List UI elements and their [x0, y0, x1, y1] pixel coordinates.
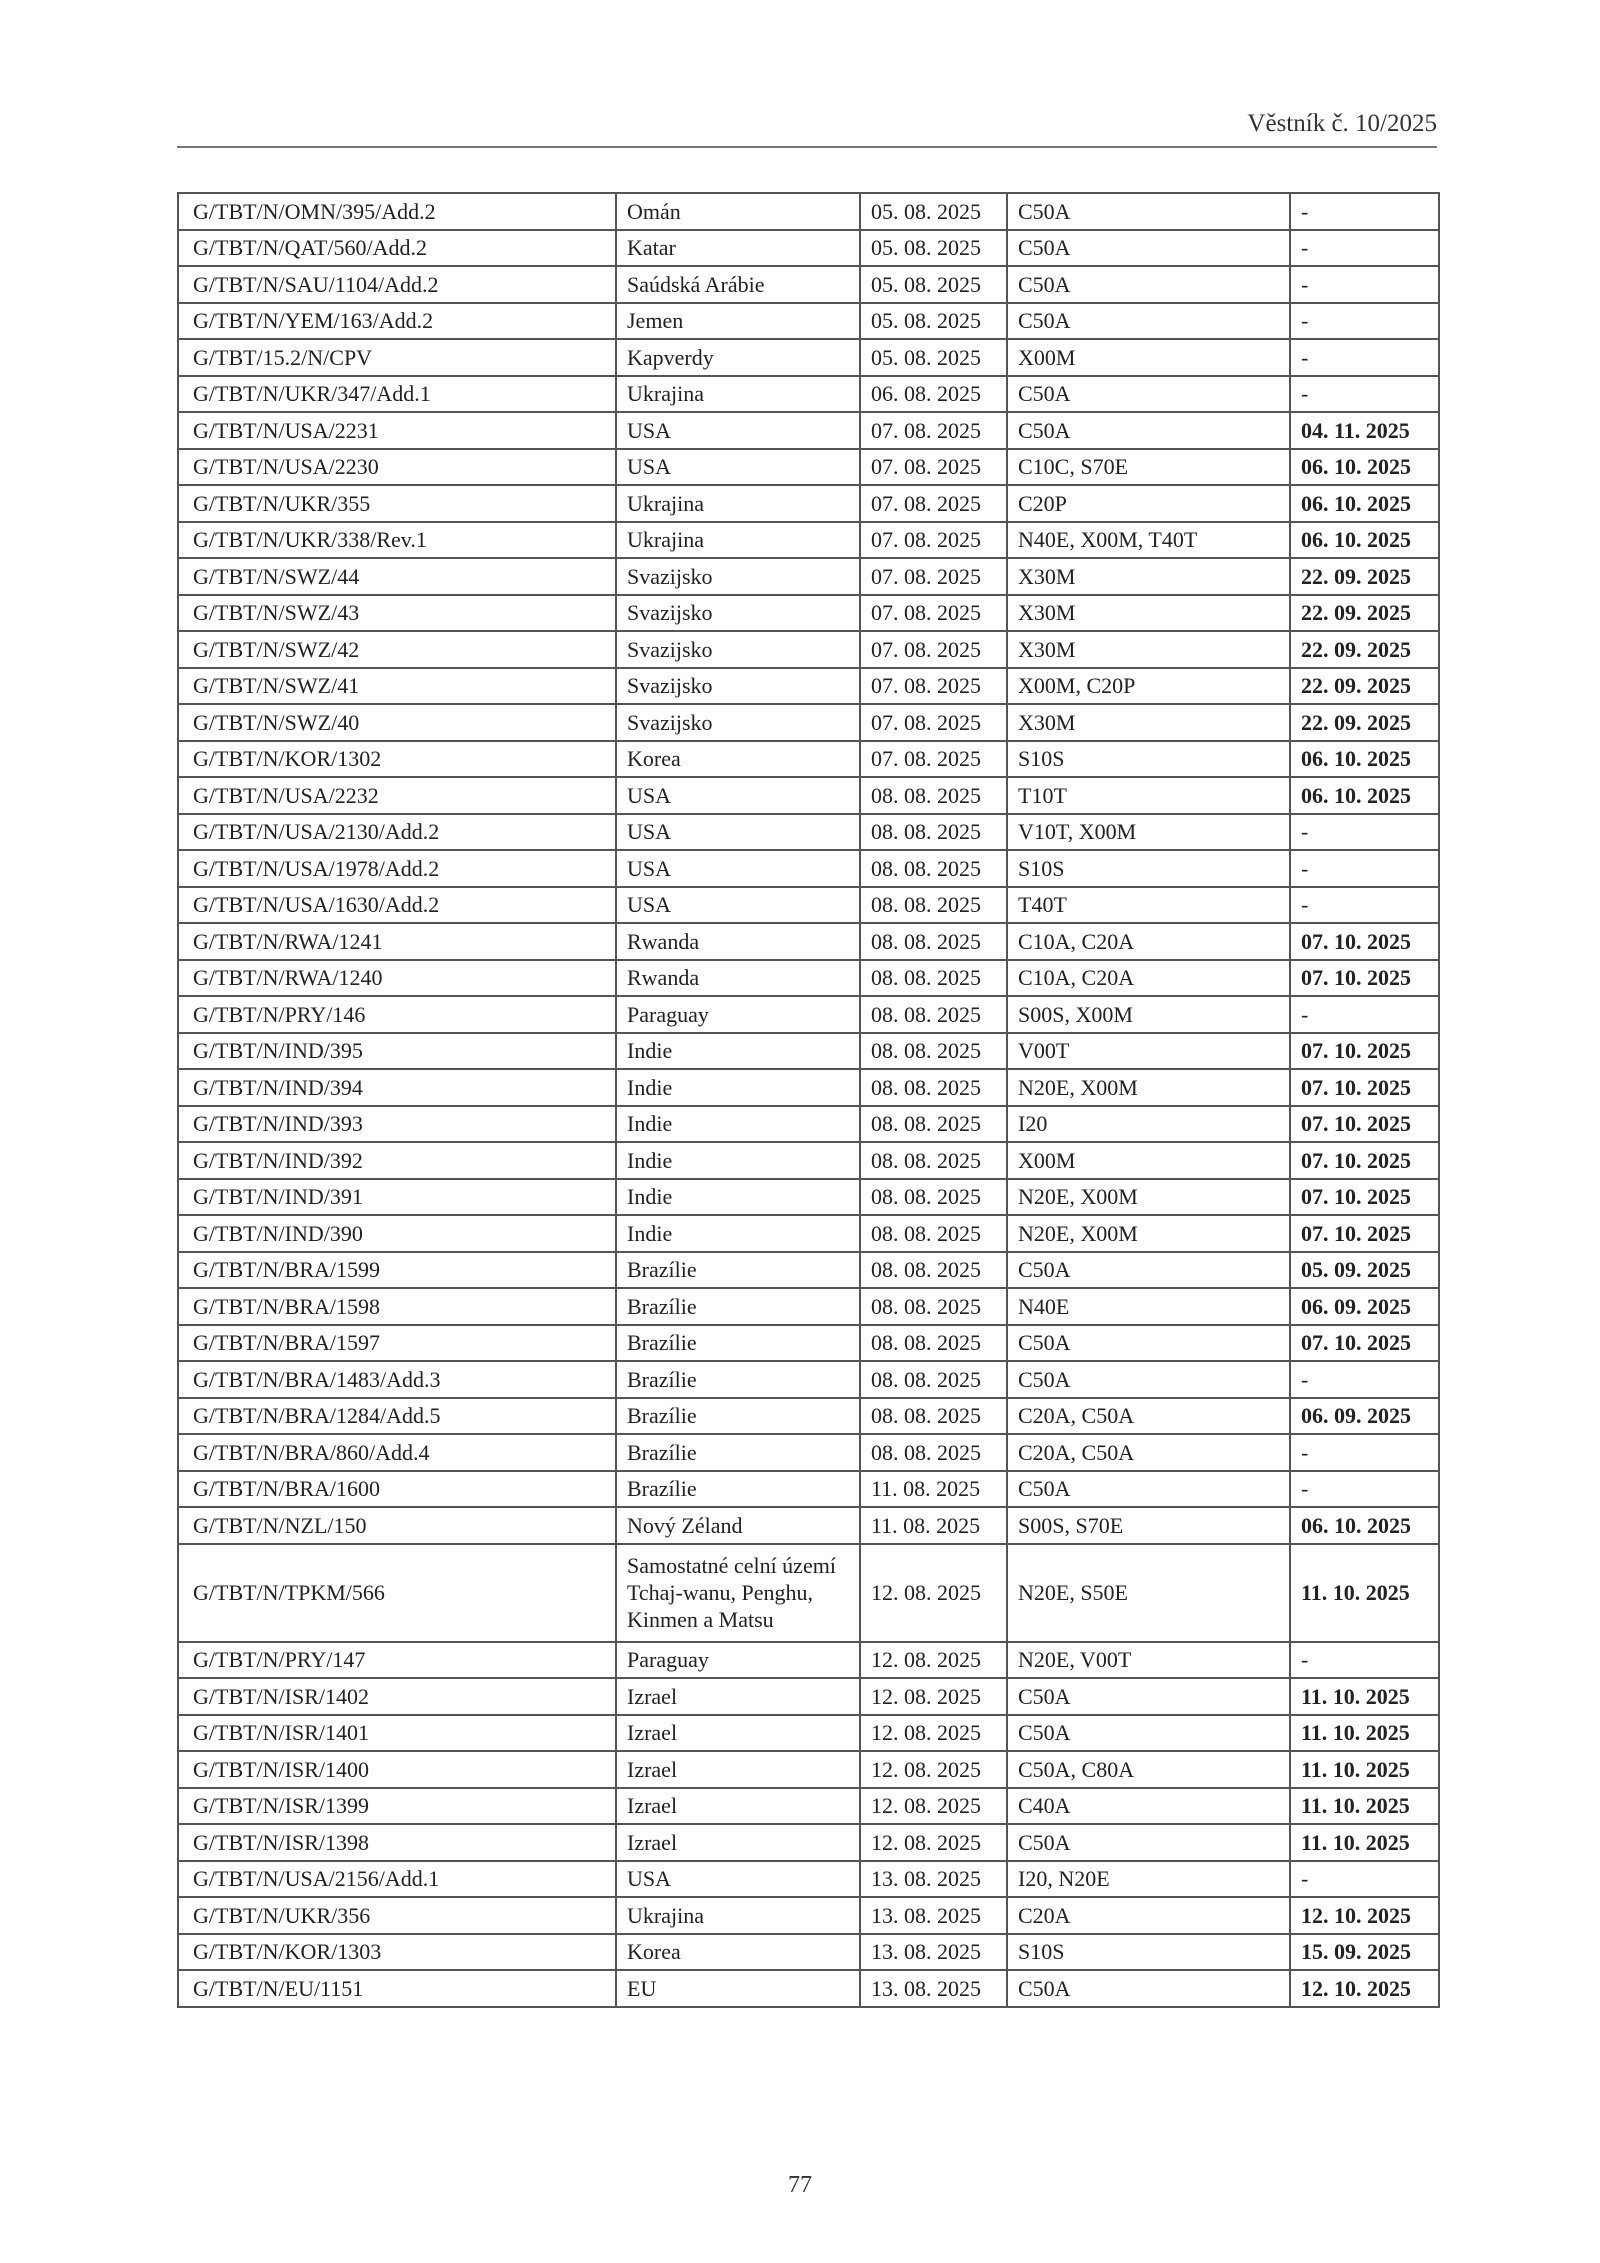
member-country-cell: Izrael: [616, 1788, 860, 1825]
comment-deadline-cell: 11. 10. 2025: [1290, 1824, 1439, 1861]
member-country-cell: Paraguay: [616, 996, 860, 1033]
notification-symbol-cell: G/TBT/N/ISR/1401: [178, 1715, 616, 1752]
table-row: [178, 1288, 1439, 1325]
table-row: [178, 1142, 1439, 1179]
table-row: [178, 522, 1439, 559]
notification-date-cell: 08. 08. 2025: [860, 1106, 1007, 1143]
comment-deadline-cell: -: [1290, 193, 1439, 230]
notification-date-cell: 07. 08. 2025: [860, 631, 1007, 668]
ics-codes-cell: C20P: [1007, 485, 1290, 522]
ics-codes-cell: X30M: [1007, 704, 1290, 741]
notification-symbol-cell: G/TBT/N/IND/390: [178, 1215, 616, 1252]
table-row: [178, 960, 1439, 997]
comment-deadline-cell: 07. 10. 2025: [1290, 1179, 1439, 1216]
comment-deadline-cell: -: [1290, 1471, 1439, 1508]
ics-codes-cell: N40E: [1007, 1288, 1290, 1325]
comment-deadline-cell: 07. 10. 2025: [1290, 1215, 1439, 1252]
table-row: [178, 1325, 1439, 1362]
notification-date-cell: 12. 08. 2025: [860, 1751, 1007, 1788]
comment-deadline-cell: -: [1290, 996, 1439, 1033]
member-country-cell: Ukrajina: [616, 522, 860, 559]
notification-symbol-cell: G/TBT/N/YEM/163/Add.2: [178, 303, 616, 340]
table-row: [178, 230, 1439, 267]
table-row: [178, 376, 1439, 413]
table-row: [178, 631, 1439, 668]
notification-date-cell: 08. 08. 2025: [860, 1361, 1007, 1398]
ics-codes-cell: C10C, S70E: [1007, 449, 1290, 486]
ics-codes-cell: S10S: [1007, 850, 1290, 887]
notification-date-cell: 07. 08. 2025: [860, 449, 1007, 486]
comment-deadline-cell: 06. 09. 2025: [1290, 1288, 1439, 1325]
table-row: [178, 1033, 1439, 1070]
ics-codes-cell: C10A, C20A: [1007, 923, 1290, 960]
notification-date-cell: 05. 08. 2025: [860, 339, 1007, 376]
notification-date-cell: 08. 08. 2025: [860, 1325, 1007, 1362]
ics-codes-cell: X30M: [1007, 631, 1290, 668]
notification-date-cell: 05. 08. 2025: [860, 303, 1007, 340]
ics-codes-cell: V00T: [1007, 1033, 1290, 1070]
member-country-cell: Nový Zéland: [616, 1507, 860, 1544]
comment-deadline-cell: 11. 10. 2025: [1290, 1715, 1439, 1752]
table-row: [178, 1106, 1439, 1143]
ics-codes-cell: C20A, C50A: [1007, 1434, 1290, 1471]
notification-symbol-cell: G/TBT/N/SWZ/43: [178, 595, 616, 632]
member-country-cell: USA: [616, 777, 860, 814]
member-country-cell: Brazílie: [616, 1471, 860, 1508]
comment-deadline-cell: 22. 09. 2025: [1290, 704, 1439, 741]
ics-codes-cell: S10S: [1007, 1934, 1290, 1971]
ics-codes-cell: N20E, X00M: [1007, 1069, 1290, 1106]
notification-date-cell: 08. 08. 2025: [860, 1434, 1007, 1471]
table-row: [178, 1471, 1439, 1508]
notification-symbol-cell: G/TBT/N/BRA/1483/Add.3: [178, 1361, 616, 1398]
table-row: [178, 1434, 1439, 1471]
member-country-cell: Rwanda: [616, 960, 860, 997]
notification-symbol-cell: G/TBT/N/BRA/1597: [178, 1325, 616, 1362]
notification-date-cell: 08. 08. 2025: [860, 887, 1007, 924]
notification-date-cell: 08. 08. 2025: [860, 777, 1007, 814]
notification-date-cell: 06. 08. 2025: [860, 376, 1007, 413]
table-row: [178, 1069, 1439, 1106]
comment-deadline-cell: -: [1290, 850, 1439, 887]
member-country-cell: Rwanda: [616, 923, 860, 960]
notification-symbol-cell: G/TBT/N/BRA/1598: [178, 1288, 616, 1325]
table-row: [178, 1861, 1439, 1898]
member-country-cell: Katar: [616, 230, 860, 267]
member-country-cell: Jemen: [616, 303, 860, 340]
notification-symbol-cell: G/TBT/N/EU/1151: [178, 1970, 616, 2007]
notification-symbol-cell: G/TBT/N/ISR/1399: [178, 1788, 616, 1825]
table-row: [178, 704, 1439, 741]
comment-deadline-cell: 07. 10. 2025: [1290, 1142, 1439, 1179]
notification-symbol-cell: G/TBT/N/ISR/1398: [178, 1824, 616, 1861]
table-row: [178, 412, 1439, 449]
comment-deadline-cell: 11. 10. 2025: [1290, 1788, 1439, 1825]
notification-date-cell: 08. 08. 2025: [860, 923, 1007, 960]
notification-symbol-cell: G/TBT/N/SAU/1104/Add.2: [178, 266, 616, 303]
member-country-cell: Indie: [616, 1142, 860, 1179]
member-country-cell: Svazijsko: [616, 595, 860, 632]
table-row: [178, 193, 1439, 230]
notification-symbol-cell: G/TBT/N/USA/2231: [178, 412, 616, 449]
notification-symbol-cell: G/TBT/N/IND/393: [178, 1106, 616, 1143]
notification-symbol-cell: G/TBT/N/KOR/1302: [178, 741, 616, 778]
comment-deadline-cell: 06. 10. 2025: [1290, 1507, 1439, 1544]
ics-codes-cell: C50A: [1007, 1325, 1290, 1362]
notification-symbol-cell: G/TBT/N/QAT/560/Add.2: [178, 230, 616, 267]
notification-symbol-cell: G/TBT/N/PRY/146: [178, 996, 616, 1033]
notification-date-cell: 12. 08. 2025: [860, 1788, 1007, 1825]
comment-deadline-cell: 22. 09. 2025: [1290, 558, 1439, 595]
comment-deadline-cell: 12. 10. 2025: [1290, 1970, 1439, 2007]
notification-symbol-cell: G/TBT/N/BRA/860/Add.4: [178, 1434, 616, 1471]
notification-date-cell: 07. 08. 2025: [860, 704, 1007, 741]
ics-codes-cell: N40E, X00M, T40T: [1007, 522, 1290, 559]
ics-codes-cell: X30M: [1007, 558, 1290, 595]
ics-codes-cell: C50A: [1007, 1252, 1290, 1289]
member-country-cell: Svazijsko: [616, 668, 860, 705]
member-country-cell: Omán: [616, 193, 860, 230]
ics-codes-cell: I20: [1007, 1106, 1290, 1143]
notification-symbol-cell: G/TBT/N/UKR/338/Rev.1: [178, 522, 616, 559]
notification-symbol-cell: G/TBT/N/UKR/356: [178, 1897, 616, 1934]
comment-deadline-cell: 11. 10. 2025: [1290, 1678, 1439, 1715]
ics-codes-cell: C50A: [1007, 266, 1290, 303]
comment-deadline-cell: 06. 10. 2025: [1290, 741, 1439, 778]
table-row: [178, 1507, 1439, 1544]
ics-codes-cell: C50A: [1007, 412, 1290, 449]
notification-symbol-cell: G/TBT/N/BRA/1284/Add.5: [178, 1398, 616, 1435]
notification-date-cell: 12. 08. 2025: [860, 1678, 1007, 1715]
comment-deadline-cell: 22. 09. 2025: [1290, 595, 1439, 632]
ics-codes-cell: C20A: [1007, 1897, 1290, 1934]
ics-codes-cell: C40A: [1007, 1788, 1290, 1825]
notification-date-cell: 08. 08. 2025: [860, 1288, 1007, 1325]
table-row: [178, 1934, 1439, 1971]
member-country-cell: Korea: [616, 741, 860, 778]
ics-codes-cell: S10S: [1007, 741, 1290, 778]
member-country-cell: Indie: [616, 1106, 860, 1143]
notification-symbol-cell: G/TBT/N/IND/395: [178, 1033, 616, 1070]
table-row: [178, 1751, 1439, 1788]
table-row: [178, 595, 1439, 632]
comment-deadline-cell: 05. 09. 2025: [1290, 1252, 1439, 1289]
comment-deadline-cell: 06. 10. 2025: [1290, 485, 1439, 522]
comment-deadline-cell: 07. 10. 2025: [1290, 1106, 1439, 1143]
ics-codes-cell: T10T: [1007, 777, 1290, 814]
notification-symbol-cell: G/TBT/N/USA/1630/Add.2: [178, 887, 616, 924]
member-country-cell: Indie: [616, 1215, 860, 1252]
notification-symbol-cell: G/TBT/N/USA/1978/Add.2: [178, 850, 616, 887]
notification-date-cell: 12. 08. 2025: [860, 1824, 1007, 1861]
ics-codes-cell: C50A: [1007, 1970, 1290, 2007]
comment-deadline-cell: 04. 11. 2025: [1290, 412, 1439, 449]
notification-symbol-cell: G/TBT/N/BRA/1600: [178, 1471, 616, 1508]
notification-symbol-cell: G/TBT/N/USA/2230: [178, 449, 616, 486]
comment-deadline-cell: -: [1290, 303, 1439, 340]
notification-symbol-cell: G/TBT/N/USA/2156/Add.1: [178, 1861, 616, 1898]
notification-date-cell: 13. 08. 2025: [860, 1934, 1007, 1971]
member-country-cell: Svazijsko: [616, 631, 860, 668]
table-row: [178, 1252, 1439, 1289]
ics-codes-cell: N20E, V00T: [1007, 1642, 1290, 1679]
table-row: [178, 777, 1439, 814]
notification-date-cell: 08. 08. 2025: [860, 1215, 1007, 1252]
table-row: [178, 1642, 1439, 1679]
ics-codes-cell: X00M, C20P: [1007, 668, 1290, 705]
page-number: 77: [788, 2172, 812, 2198]
member-country-cell: USA: [616, 1861, 860, 1898]
ics-codes-cell: V10T, X00M: [1007, 814, 1290, 851]
table-row: [178, 1897, 1439, 1934]
ics-codes-cell: C50A: [1007, 1715, 1290, 1752]
member-country-cell: Svazijsko: [616, 558, 860, 595]
member-country-cell: Ukrajina: [616, 376, 860, 413]
notification-date-cell: 07. 08. 2025: [860, 668, 1007, 705]
member-country-cell: Korea: [616, 1934, 860, 1971]
ics-codes-cell: X00M: [1007, 339, 1290, 376]
comment-deadline-cell: 06. 10. 2025: [1290, 449, 1439, 486]
table-row: [178, 1788, 1439, 1825]
notification-symbol-cell: G/TBT/N/SWZ/44: [178, 558, 616, 595]
table-row: [178, 668, 1439, 705]
member-country-cell: Indie: [616, 1069, 860, 1106]
table-row: [178, 339, 1439, 376]
notification-symbol-cell: G/TBT/N/RWA/1241: [178, 923, 616, 960]
notification-symbol-cell: G/TBT/N/ISR/1402: [178, 1678, 616, 1715]
table-row: [178, 485, 1439, 522]
member-country-cell: Samostatné celní území Tchaj-wanu, Penghu, Kinmen a Matsu: [616, 1544, 860, 1642]
ics-codes-cell: C50A: [1007, 1678, 1290, 1715]
table-row: [178, 449, 1439, 486]
table-row: [178, 741, 1439, 778]
member-country-cell: Izrael: [616, 1715, 860, 1752]
comment-deadline-cell: 12. 10. 2025: [1290, 1897, 1439, 1934]
comment-deadline-cell: -: [1290, 1861, 1439, 1898]
notification-symbol-cell: G/TBT/N/UKR/347/Add.1: [178, 376, 616, 413]
comment-deadline-cell: -: [1290, 814, 1439, 851]
notification-symbol-cell: G/TBT/N/SWZ/40: [178, 704, 616, 741]
notification-symbol-cell: G/TBT/N/KOR/1303: [178, 1934, 616, 1971]
notification-symbol-cell: G/TBT/N/OMN/395/Add.2: [178, 193, 616, 230]
comment-deadline-cell: -: [1290, 1642, 1439, 1679]
notification-symbol-cell: G/TBT/N/USA/2232: [178, 777, 616, 814]
notifications-table: [177, 192, 1440, 2008]
notification-date-cell: 12. 08. 2025: [860, 1544, 1007, 1642]
ics-codes-cell: N20E, S50E: [1007, 1544, 1290, 1642]
comment-deadline-cell: -: [1290, 339, 1439, 376]
ics-codes-cell: X30M: [1007, 595, 1290, 632]
member-country-cell: USA: [616, 887, 860, 924]
table-row: [178, 266, 1439, 303]
notification-symbol-cell: G/TBT/N/IND/391: [178, 1179, 616, 1216]
comment-deadline-cell: 07. 10. 2025: [1290, 1033, 1439, 1070]
notification-symbol-cell: G/TBT/15.2/N/CPV: [178, 339, 616, 376]
comment-deadline-cell: 11. 10. 2025: [1290, 1751, 1439, 1788]
comment-deadline-cell: -: [1290, 1361, 1439, 1398]
ics-codes-cell: S00S, X00M: [1007, 996, 1290, 1033]
comment-deadline-cell: 07. 10. 2025: [1290, 960, 1439, 997]
notification-date-cell: 08. 08. 2025: [860, 960, 1007, 997]
notification-date-cell: 08. 08. 2025: [860, 996, 1007, 1033]
notification-symbol-cell: G/TBT/N/USA/2130/Add.2: [178, 814, 616, 851]
member-country-cell: Indie: [616, 1033, 860, 1070]
comment-deadline-cell: -: [1290, 887, 1439, 924]
notification-date-cell: 05. 08. 2025: [860, 193, 1007, 230]
notification-symbol-cell: G/TBT/N/BRA/1599: [178, 1252, 616, 1289]
table-row: [178, 558, 1439, 595]
notification-date-cell: 07. 08. 2025: [860, 558, 1007, 595]
ics-codes-cell: C20A, C50A: [1007, 1398, 1290, 1435]
ics-codes-cell: C50A: [1007, 1824, 1290, 1861]
ics-codes-cell: C50A, C80A: [1007, 1751, 1290, 1788]
notification-date-cell: 07. 08. 2025: [860, 595, 1007, 632]
ics-codes-cell: T40T: [1007, 887, 1290, 924]
ics-codes-cell: C50A: [1007, 1471, 1290, 1508]
notification-date-cell: 08. 08. 2025: [860, 1179, 1007, 1216]
table-row: [178, 303, 1439, 340]
notification-symbol-cell: G/TBT/N/PRY/147: [178, 1642, 616, 1679]
notification-date-cell: 07. 08. 2025: [860, 522, 1007, 559]
comment-deadline-cell: -: [1290, 266, 1439, 303]
notification-date-cell: 07. 08. 2025: [860, 741, 1007, 778]
ics-codes-cell: X00M: [1007, 1142, 1290, 1179]
table-row: [178, 923, 1439, 960]
member-country-cell: Izrael: [616, 1824, 860, 1861]
member-country-cell: Brazílie: [616, 1398, 860, 1435]
notification-date-cell: 08. 08. 2025: [860, 1142, 1007, 1179]
notification-symbol-cell: G/TBT/N/NZL/150: [178, 1507, 616, 1544]
comment-deadline-cell: 06. 09. 2025: [1290, 1398, 1439, 1435]
notification-date-cell: 08. 08. 2025: [860, 1033, 1007, 1070]
notification-date-cell: 08. 08. 2025: [860, 1252, 1007, 1289]
member-country-cell: Ukrajina: [616, 485, 860, 522]
table-row: [178, 996, 1439, 1033]
comment-deadline-cell: -: [1290, 1434, 1439, 1471]
comment-deadline-cell: 15. 09. 2025: [1290, 1934, 1439, 1971]
comment-deadline-cell: 11. 10. 2025: [1290, 1544, 1439, 1642]
member-country-cell: Indie: [616, 1179, 860, 1216]
ics-codes-cell: C50A: [1007, 376, 1290, 413]
notification-symbol-cell: G/TBT/N/RWA/1240: [178, 960, 616, 997]
ics-codes-cell: C50A: [1007, 193, 1290, 230]
member-country-cell: Brazílie: [616, 1252, 860, 1289]
comment-deadline-cell: -: [1290, 376, 1439, 413]
member-country-cell: Brazílie: [616, 1288, 860, 1325]
table-row: [178, 1678, 1439, 1715]
publication-title: Věstník č. 10/2025: [1247, 110, 1437, 137]
notification-symbol-cell: G/TBT/N/IND/392: [178, 1142, 616, 1179]
notification-date-cell: 05. 08. 2025: [860, 230, 1007, 267]
comment-deadline-cell: 22. 09. 2025: [1290, 631, 1439, 668]
header-divider: [177, 146, 1437, 148]
comment-deadline-cell: -: [1290, 230, 1439, 267]
table-row: [178, 1544, 1439, 1642]
member-country-cell: Brazílie: [616, 1361, 860, 1398]
ics-codes-cell: N20E, X00M: [1007, 1215, 1290, 1252]
notification-date-cell: 08. 08. 2025: [860, 814, 1007, 851]
table-row: [178, 814, 1439, 851]
ics-codes-cell: I20, N20E: [1007, 1861, 1290, 1898]
notification-date-cell: 11. 08. 2025: [860, 1507, 1007, 1544]
comment-deadline-cell: 07. 10. 2025: [1290, 1325, 1439, 1362]
table-row: [178, 1824, 1439, 1861]
member-country-cell: Izrael: [616, 1751, 860, 1788]
table-row: [178, 850, 1439, 887]
ics-codes-cell: C10A, C20A: [1007, 960, 1290, 997]
table-row: [178, 1361, 1439, 1398]
table-row: [178, 1970, 1439, 2007]
notification-date-cell: 08. 08. 2025: [860, 1069, 1007, 1106]
ics-codes-cell: C50A: [1007, 230, 1290, 267]
comment-deadline-cell: 07. 10. 2025: [1290, 923, 1439, 960]
member-country-cell: Saúdská Arábie: [616, 266, 860, 303]
notification-symbol-cell: G/TBT/N/SWZ/42: [178, 631, 616, 668]
notification-date-cell: 13. 08. 2025: [860, 1861, 1007, 1898]
member-country-cell: USA: [616, 814, 860, 851]
notification-date-cell: 13. 08. 2025: [860, 1970, 1007, 2007]
table-row: [178, 1179, 1439, 1216]
member-country-cell: Brazílie: [616, 1434, 860, 1471]
table-row: [178, 1215, 1439, 1252]
notification-date-cell: 12. 08. 2025: [860, 1715, 1007, 1752]
member-country-cell: Ukrajina: [616, 1897, 860, 1934]
notification-date-cell: 07. 08. 2025: [860, 485, 1007, 522]
member-country-cell: USA: [616, 412, 860, 449]
comment-deadline-cell: 06. 10. 2025: [1290, 777, 1439, 814]
notification-date-cell: 05. 08. 2025: [860, 266, 1007, 303]
comment-deadline-cell: 07. 10. 2025: [1290, 1069, 1439, 1106]
notification-symbol-cell: G/TBT/N/SWZ/41: [178, 668, 616, 705]
member-country-cell: Brazílie: [616, 1325, 860, 1362]
notification-symbol-cell: G/TBT/N/IND/394: [178, 1069, 616, 1106]
notification-symbol-cell: G/TBT/N/UKR/355: [178, 485, 616, 522]
member-country-cell: Paraguay: [616, 1642, 860, 1679]
member-country-cell: Izrael: [616, 1678, 860, 1715]
comment-deadline-cell: 06. 10. 2025: [1290, 522, 1439, 559]
member-country-cell: USA: [616, 850, 860, 887]
member-country-cell: USA: [616, 449, 860, 486]
notification-symbol-cell: G/TBT/N/ISR/1400: [178, 1751, 616, 1788]
ics-codes-cell: S00S, S70E: [1007, 1507, 1290, 1544]
member-country-cell: Svazijsko: [616, 704, 860, 741]
ics-codes-cell: C50A: [1007, 1361, 1290, 1398]
comment-deadline-cell: 22. 09. 2025: [1290, 668, 1439, 705]
ics-codes-cell: C50A: [1007, 303, 1290, 340]
notification-symbol-cell: G/TBT/N/TPKM/566: [178, 1544, 616, 1642]
table-row: [178, 1398, 1439, 1435]
notification-date-cell: 11. 08. 2025: [860, 1471, 1007, 1508]
notification-date-cell: 08. 08. 2025: [860, 1398, 1007, 1435]
table-row: [178, 887, 1439, 924]
member-country-cell: Kapverdy: [616, 339, 860, 376]
ics-codes-cell: N20E, X00M: [1007, 1179, 1290, 1216]
notification-date-cell: 12. 08. 2025: [860, 1642, 1007, 1679]
member-country-cell: EU: [616, 1970, 860, 2007]
notification-date-cell: 07. 08. 2025: [860, 412, 1007, 449]
notification-date-cell: 08. 08. 2025: [860, 850, 1007, 887]
table-row: [178, 1715, 1439, 1752]
notification-date-cell: 13. 08. 2025: [860, 1897, 1007, 1934]
